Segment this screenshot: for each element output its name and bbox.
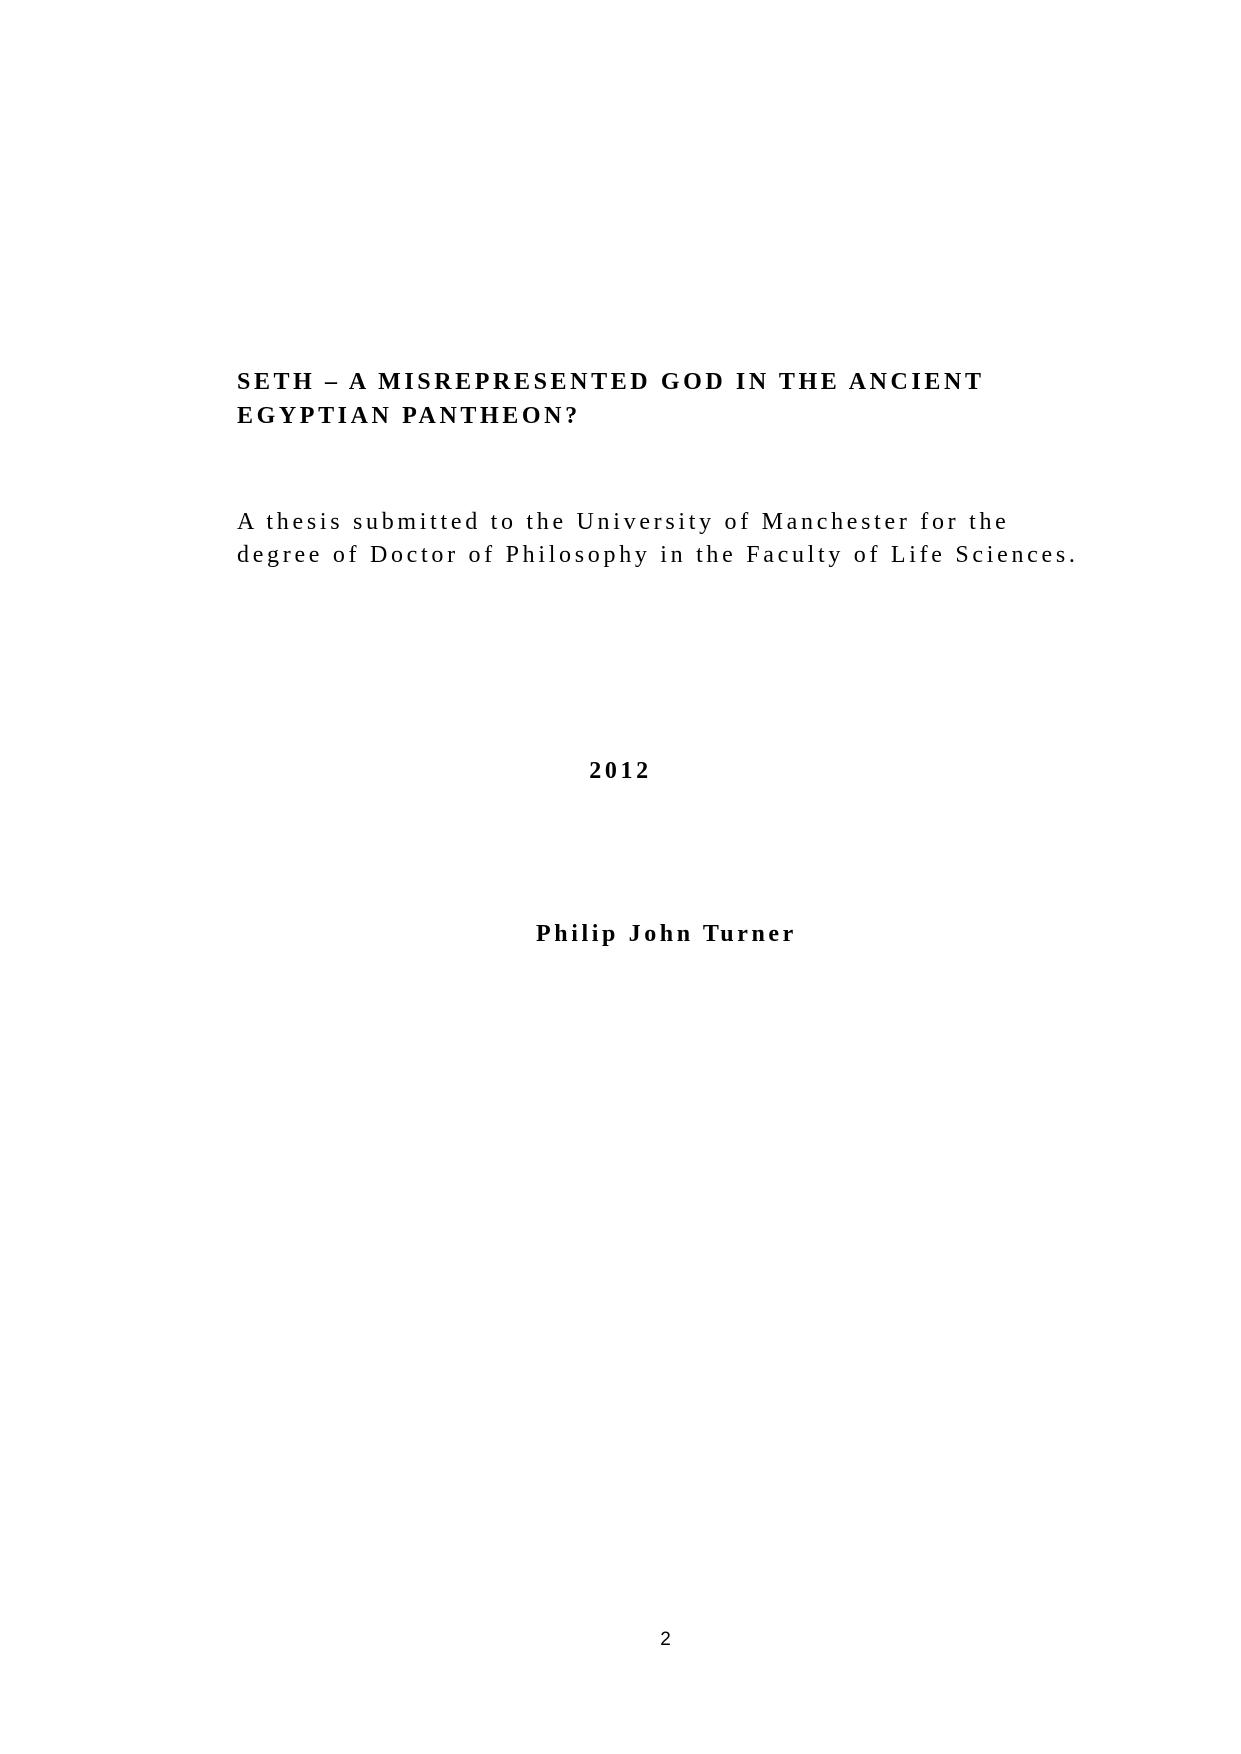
thesis-title-line-1: SETH – A MISREPRESENTED GOD IN THE ANCIENT — [237, 369, 985, 395]
page-number: 2 — [660, 1629, 671, 1650]
thesis-title — [237, 365, 1117, 433]
thesis-statement-line-1: A thesis submitted to the University of Manchester for the — [237, 509, 1010, 535]
thesis-statement — [237, 506, 1137, 572]
thesis-title-line-2: EGYPTIAN PANTHEON? — [237, 403, 581, 429]
thesis-statement-line-2: degree of Doctor of Philosophy in the Faculty of Life Sciences. — [237, 542, 1079, 568]
submission-year: 2012 — [589, 758, 652, 784]
author-name: Philip John Turner — [536, 921, 797, 947]
